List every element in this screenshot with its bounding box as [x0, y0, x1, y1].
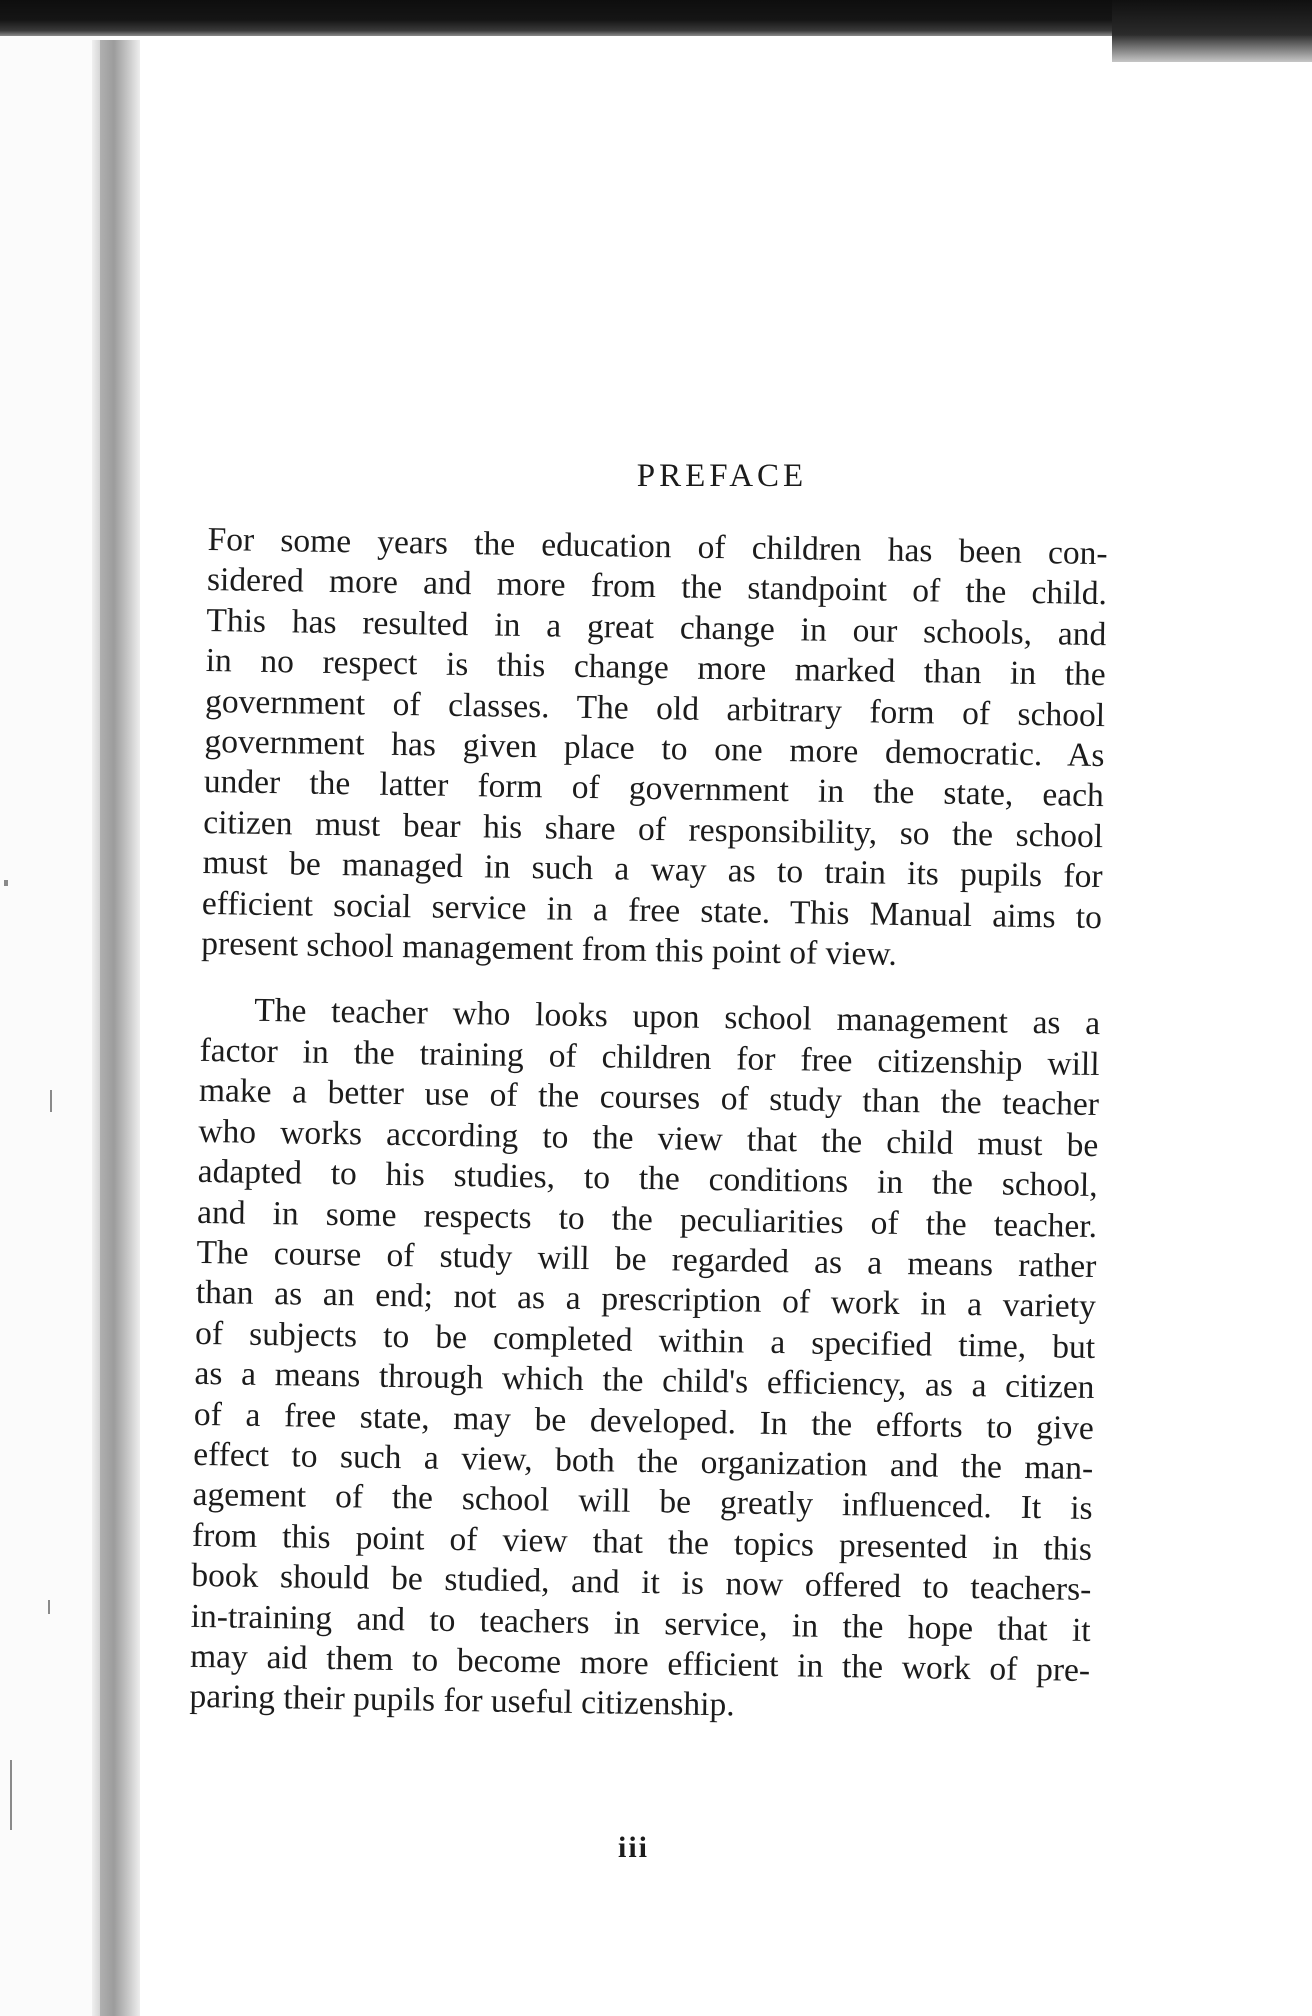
book-gutter	[100, 40, 140, 2016]
facing-page-margin	[0, 36, 100, 2016]
page-content	[140, 40, 1312, 2016]
text-line: in no respect is this change more marked than in the	[205, 642, 1106, 694]
text-line: and in some respects to the peculiarities of the teacher.	[196, 1193, 1098, 1245]
text-line: adapted to his studies, to the conditions in the school,	[197, 1153, 1098, 1205]
text-line: efficient social service in a free state. This Manual aims to	[201, 884, 1103, 936]
text-line: The teacher who looks upon school management as a	[254, 992, 1101, 1043]
text-line: agement of the school will be greatly influenced. It is	[192, 1476, 1093, 1528]
text-line: effect to such a view, both the organization and the man-	[193, 1435, 1094, 1487]
preface-body	[189, 520, 1108, 1732]
text-line: book should be studied, and it is now offered to teachers-	[191, 1557, 1092, 1609]
page-number: iii	[618, 1831, 650, 1864]
text-line: who works according to the view that the child must be	[198, 1112, 1099, 1164]
text-line: as a means through which the child's efficiency, as a citizen	[194, 1355, 1095, 1407]
text-line: than as an end; not as a prescription of work in a variety	[195, 1274, 1097, 1326]
text-line: government has given place to one more democratic. As	[204, 723, 1105, 775]
edge-mark	[48, 1600, 50, 1614]
edge-mark	[4, 880, 8, 886]
page-title: PREFACE	[636, 458, 808, 494]
text-line: may aid them to become more efficient in the work of pre-	[189, 1637, 1091, 1689]
text-line: This has resulted in a great change in our schools, and	[206, 601, 1107, 653]
text-line: of a free state, may be developed. In the efforts to give	[193, 1395, 1095, 1447]
text-line: citizen must bear his share of responsibility, so the school	[202, 803, 1104, 855]
text-line: in-training and to teachers in service, in the hope that it	[190, 1597, 1091, 1649]
text-line: from this point of view that the topics presented in this	[191, 1516, 1093, 1568]
text-line: paring their pupils for useful citizenship.	[189, 1678, 735, 1724]
edge-mark	[50, 1090, 52, 1112]
text-line: The course of study will be regarded as a means rather	[196, 1233, 1097, 1285]
text-line: present school management from this point of view.	[201, 925, 898, 973]
text-line: under the latter form of government in the state, each	[203, 763, 1105, 815]
paragraph-1	[201, 520, 1108, 979]
text-line: For some years the education of children has been con-	[207, 520, 1108, 573]
text-line: must be managed in such a way as to train its pupils for	[202, 844, 1103, 896]
text-line: factor in the training of children for free citizenship will	[199, 1031, 1100, 1083]
edge-mark	[10, 1760, 12, 1830]
paragraph-2	[189, 990, 1100, 1731]
text-line: make a better use of the courses of study than the teacher	[198, 1072, 1100, 1124]
text-line: sidered more and more from the standpoint of the child.	[206, 561, 1108, 613]
text-line: government of classes. The old arbitrary form of school	[204, 682, 1106, 734]
text-line: of subjects to be completed within a specified time, but	[194, 1314, 1096, 1366]
